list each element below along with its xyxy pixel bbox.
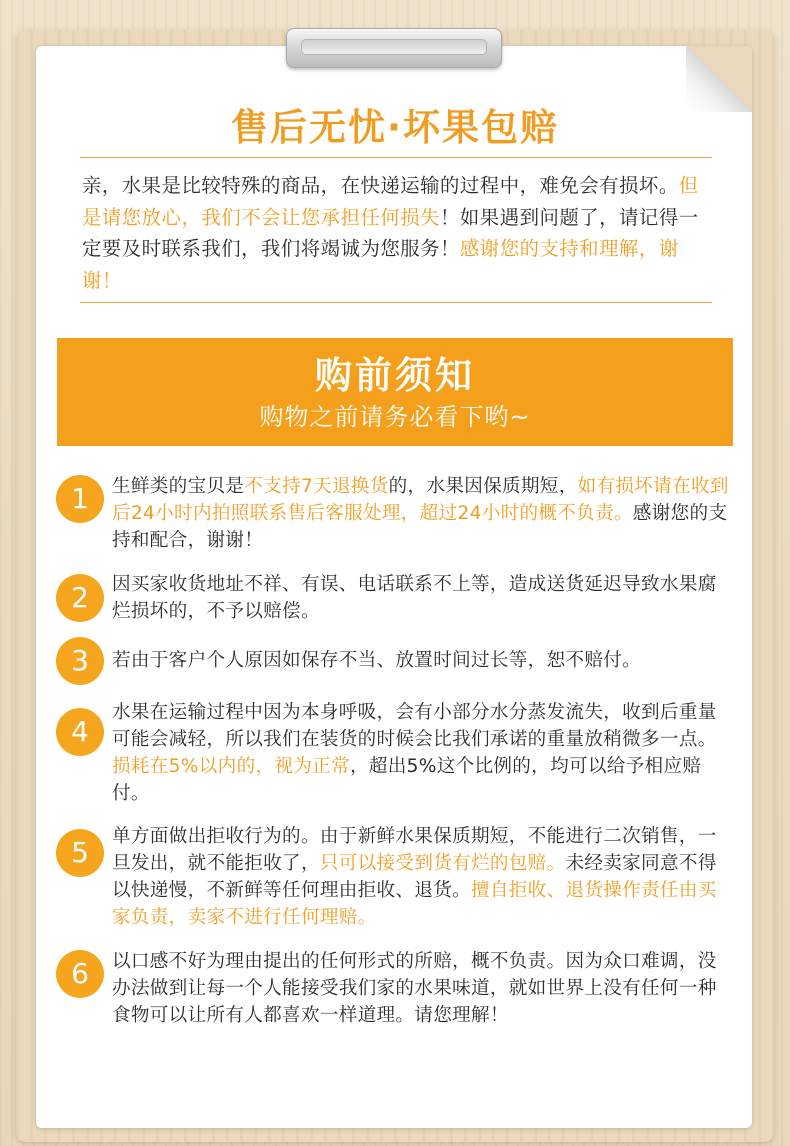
item-text-highlight: 擅自拒收、退货操作责任由买家负责，卖家不进行任何理赔。 [112,880,717,928]
item-text [112,948,732,1029]
item-number-badge: 3 [56,637,104,685]
banner-subtitle: 购物之前请务必看下哟~ [259,403,531,431]
item-text-plain: 以口感不好为理由提出的任何形式的所赔，概不负责。因为众口难调，没办法做到让每一个人能接受我们家的水果味道，就如世界上没有任何一种食物可以让所有人都喜欢一样道理。请您理解！ [112,951,717,1026]
notice-banner [57,338,733,446]
intro-paragraph [82,170,714,296]
item-number-badge: 4 [56,708,104,756]
item-number-badge: 6 [56,950,104,998]
intro-divider [80,302,712,303]
item-text-plain: 的，水果因保质期短， [388,476,578,497]
item-text-plain: ，超出5%这个比例的，均可以给予相应赔付。 [112,756,702,804]
intro-text-2: ！如果遇到问题了，请记得一定要及时联系我们，我们将竭诚为您服务！ [82,205,699,260]
item-text [112,571,732,625]
item-text-plain: 感谢您的支持和配合，谢谢！ [112,503,728,551]
item-text-highlight: 只可以接受到货有烂的包赔。 [319,853,566,874]
item-number-badge: 5 [56,829,104,877]
item-text-highlight: 如有损坏请在收到后24小时内拍照联系售后客服处理，超过24小时的概不负责。 [112,476,729,524]
page-title: 售后无忧·坏果包赔 [230,106,560,149]
item-text-plain: 因买家收货地址不祥、有误、电话联系不上等，造成送货延迟导致水果腐烂损坏的，不予以赔偿。 [112,574,717,622]
item-text-plain: 未经卖家同意不得以快递慢，不新鲜等任何理由拒收、退货。 [112,853,717,901]
item-text-plain: 水果在运输过程中因为本身呼吸，会有小部分水分蒸发流失，收到后重量可能会减轻，所以我们在装货的时候会比我们承诺的重量放稍微多一点。 [112,702,717,750]
intro-text-1: 亲，水果是比较特殊的商品，在快递运输的过程中，难免会有损坏。 [82,174,679,197]
item-text [112,823,732,931]
item-text [112,473,732,554]
clipboard-clip [286,28,502,68]
item-text [112,647,732,674]
intro-highlight-2: 感谢您的支持和理解，谢谢！ [82,237,679,292]
item-text-highlight: 不支持7天退换货 [244,476,389,497]
item-text-plain: 若由于客户个人原因如保存不当、放置时间过长等，恕不赔付。 [112,650,642,671]
clip-slot [301,39,487,55]
item-text-plain: 单方面做出拒收行为的。由于新鲜水果保质期短，不能进行二次销售，一旦发出，就不能拒收了， [112,826,717,874]
item-text-plain: 生鲜类的宝贝是 [112,476,245,497]
page-curl [686,46,752,112]
title-divider [80,157,712,158]
item-number-badge: 2 [56,574,104,622]
item-text [112,699,732,807]
item-text-highlight: 损耗在5%以内的，视为正常 [112,756,350,777]
intro-highlight-1: 但是请您放心，我们不会让您承担任何损失 [82,174,699,229]
banner-title: 购前须知 [315,354,475,397]
item-number-badge: 1 [56,475,104,523]
